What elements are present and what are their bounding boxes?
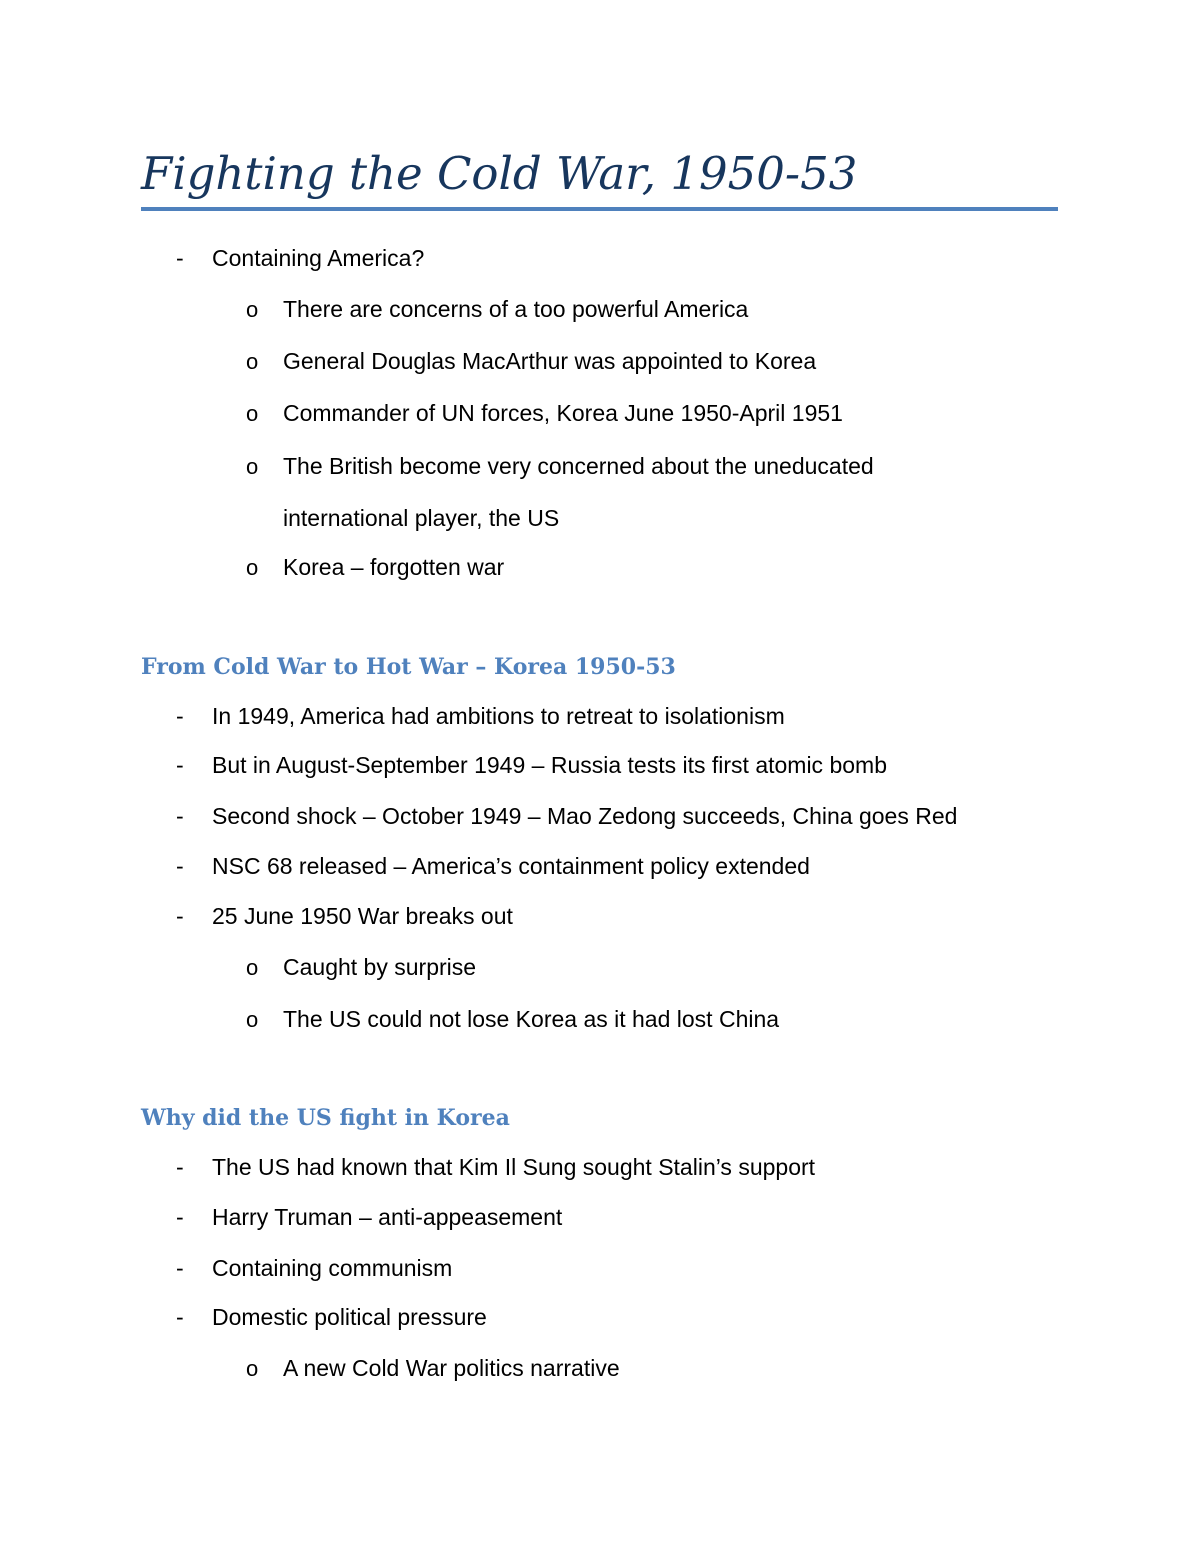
sub-list-item: Commander of UN forces, Korea June 1950-April 1951	[283, 400, 843, 426]
circle-bullet: o	[246, 297, 259, 322]
section-heading: From Cold War to Hot War – Korea 1950-53	[141, 654, 676, 680]
sub-list-item: A new Cold War politics narrative	[283, 1355, 620, 1381]
sub-list-item-continuation: international player, the US	[283, 505, 560, 531]
dash-bullet: -	[176, 1304, 184, 1330]
dash-bullet: -	[176, 245, 184, 271]
dash-bullet: -	[176, 1154, 184, 1180]
list-item: But in August-September 1949 – Russia tests its first atomic bomb	[212, 752, 887, 778]
circle-bullet: o	[246, 454, 259, 479]
list-item: NSC 68 released – America’s containment policy extended	[212, 853, 810, 879]
circle-bullet: o	[246, 555, 259, 580]
circle-bullet: o	[246, 401, 259, 426]
dash-bullet: -	[176, 853, 184, 879]
list-item: Domestic political pressure	[212, 1304, 487, 1330]
page-title: Fighting the Cold War, 1950-53	[141, 147, 858, 200]
list-item: The US had known that Kim Il Sung sought Stalin’s support	[212, 1154, 816, 1180]
circle-bullet: o	[246, 1007, 259, 1032]
list-item: Harry Truman – anti-appeasement	[212, 1204, 563, 1230]
circle-bullet: o	[246, 349, 259, 374]
circle-bullet: o	[246, 955, 259, 980]
sub-list-item: The British become very concerned about the uneducated	[283, 453, 874, 479]
list-item: Containing communism	[212, 1255, 453, 1281]
sub-list-item: There are concerns of a too powerful America	[283, 296, 749, 322]
dash-bullet: -	[176, 752, 184, 778]
dash-bullet: -	[176, 1204, 184, 1230]
dash-bullet: -	[176, 703, 184, 729]
section-heading: Why did the US fight in Korea	[141, 1105, 510, 1131]
title-underline	[141, 207, 1058, 211]
list-item: Containing America?	[212, 245, 425, 271]
list-item: In 1949, America had ambitions to retreat to isolationism	[212, 703, 785, 729]
dash-bullet: -	[176, 903, 184, 929]
sub-list-item: The US could not lose Korea as it had lost China	[283, 1006, 780, 1032]
circle-bullet: o	[246, 1356, 259, 1381]
dash-bullet: -	[176, 803, 184, 829]
list-item: 25 June 1950 War breaks out	[212, 903, 513, 929]
dash-bullet: -	[176, 1255, 184, 1281]
sub-list-item: General Douglas MacArthur was appointed to Korea	[283, 348, 817, 374]
sub-list-item: Caught by surprise	[283, 954, 477, 980]
list-item: Second shock – October 1949 – Mao Zedong succeeds, China goes Red	[212, 803, 958, 829]
sub-list-item: Korea – forgotten war	[283, 554, 505, 580]
